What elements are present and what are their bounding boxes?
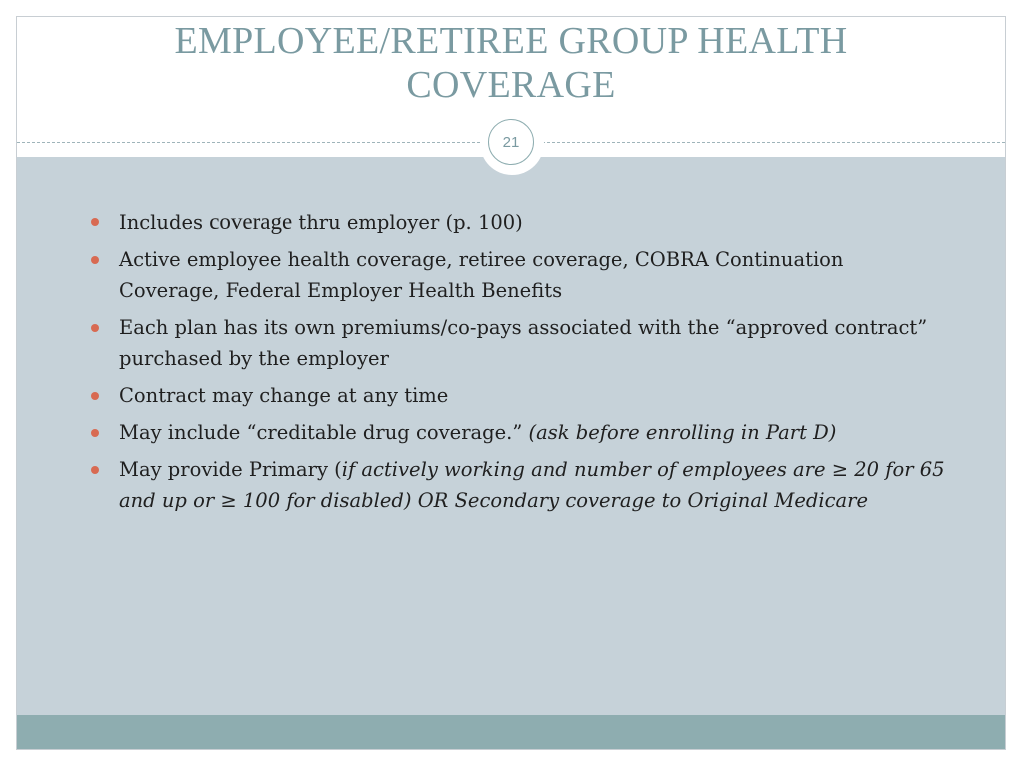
bullet-item-1 xyxy=(86,206,946,238)
bullet-item-3 xyxy=(86,312,946,374)
bullet-marker-icon xyxy=(91,256,99,264)
bullet-5-italic: (ask before enrolling in Part D) xyxy=(528,421,837,444)
bullet-6-text: May provide Primary ( xyxy=(119,458,342,481)
bullet-1-emphasis: coverage xyxy=(209,209,293,234)
footer-bar xyxy=(17,715,1005,749)
bullet-marker-icon xyxy=(91,392,99,400)
bullet-list xyxy=(86,206,946,522)
page-number-badge xyxy=(480,111,544,175)
bullet-marker-icon xyxy=(91,466,99,474)
bullet-marker-icon xyxy=(91,324,99,332)
bullet-4-text: Contract may change at any time xyxy=(119,384,449,407)
bullet-3-text: Each plan has its own premiums/co-pays associated with the “approved contract” purchased by the employer xyxy=(119,316,928,370)
slide-title xyxy=(77,19,945,107)
bullet-marker-icon xyxy=(91,429,99,437)
bullet-6-italic: if actively working and number of employees are ≥ 20 for 65 and up or ≥ 100 for disabled) OR Secondary coverage to Original Medicare xyxy=(119,458,945,512)
slide-title-line-1: EMPLOYEE/RETIREE GROUP HEALTH xyxy=(174,20,848,62)
page-number: 21 xyxy=(488,119,534,165)
slide-title-line-2: COVERAGE xyxy=(406,64,616,106)
bullet-1-text-after: thru employer (p. 100) xyxy=(292,211,523,234)
bullet-item-6 xyxy=(86,454,946,516)
bullet-item-2 xyxy=(86,244,946,306)
bullet-1-text-before: Includes xyxy=(119,211,210,234)
bullet-item-4 xyxy=(86,380,946,411)
bullet-5-text: May include “creditable drug coverage.” xyxy=(119,421,529,444)
bullet-item-5 xyxy=(86,417,946,448)
bullet-marker-icon xyxy=(91,218,99,226)
bullet-2-text: Active employee health coverage, retiree coverage, COBRA Continuation Coverage, Federal Employer Health Benefits xyxy=(119,248,844,302)
